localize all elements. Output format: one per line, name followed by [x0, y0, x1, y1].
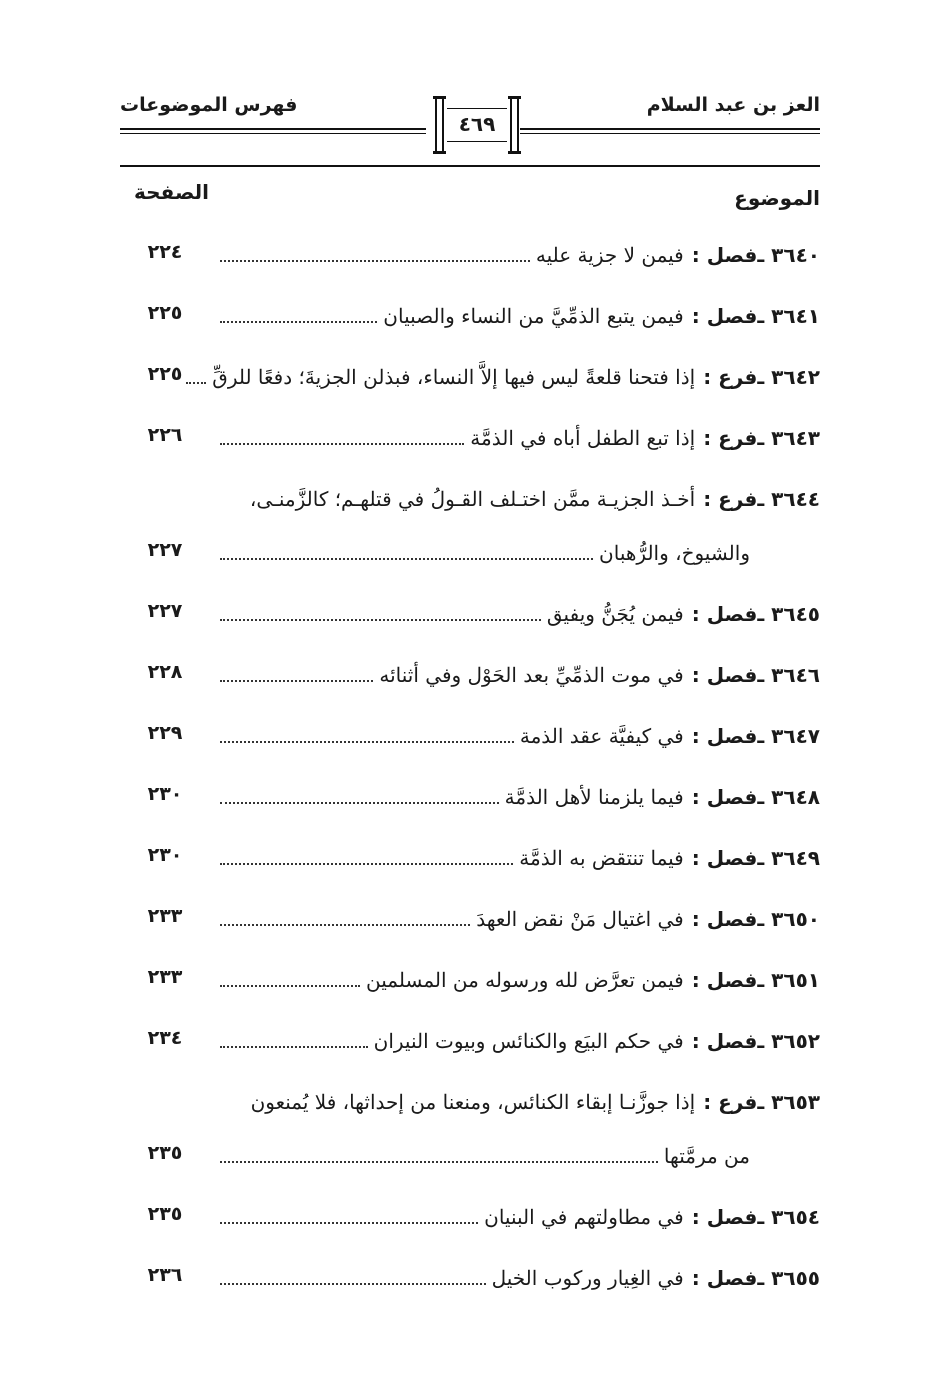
entry-title-continuation: من مرمَّتها [663, 1144, 750, 1168]
entry-page-number: ٢٢٧ [147, 539, 183, 561]
toc-entry [216, 846, 820, 880]
entry-title: فيما تنتقض به الذمَّة [519, 846, 684, 870]
entry-number: ٣٦٤٢ ـ [757, 365, 820, 389]
entry-title: إذا فتحنا قلعةً ليس فيها إلاَّ النساء، فبذلن الجزيةَ؛ دفعًا للرقِّ [212, 365, 696, 389]
entry-page-number: ٢٢٥ [147, 363, 183, 385]
entry-number: ٣٦٥٥ ـ [757, 1266, 820, 1290]
entry-type: فرع : [703, 487, 758, 511]
column-header-subject: الموضوع [734, 186, 820, 210]
entry-number: ٣٦٤٤ ـ [757, 487, 820, 511]
entry-page-number: ٢٣٥ [147, 1203, 183, 1225]
entry-number: ٣٦٥٠ ـ [757, 907, 820, 931]
entry-title: فيمن يُجَنُّ ويفيق [546, 602, 684, 626]
entry-title: فيما يلزمنا لأهل الذمَّة [504, 785, 684, 809]
dot-leader [220, 1210, 478, 1224]
entry-page-number: ٢٣٣ [147, 966, 183, 988]
entry-type: فصل : [691, 243, 758, 267]
dot-leader [220, 309, 377, 323]
dot-leader [220, 851, 513, 865]
dot-leader [220, 546, 593, 560]
entry-type: فصل : [691, 602, 758, 626]
entry-type: فرع : [703, 365, 758, 389]
entry-type: فصل : [691, 1205, 758, 1229]
dot-leader [220, 248, 530, 262]
toc-entry-continuation [216, 1144, 820, 1178]
entry-page-number: ٢٢٤ [147, 241, 183, 263]
entry-number: ٣٦٤٥ ـ [757, 602, 820, 626]
entry-number: ٣٦٤٧ ـ [757, 724, 820, 748]
entry-title: فيمن تعرَّض لله ورسوله من المسلمين [366, 968, 684, 992]
toc-entry [216, 968, 820, 1002]
toc-entry [216, 602, 820, 636]
entry-title: في موت الذمِّيِّ بعد الحَوْل وفي أثنائه [379, 663, 684, 687]
dot-leader [220, 1149, 658, 1163]
entry-number: ٣٦٤٦ ـ [757, 663, 820, 687]
entry-page-number: ٢٣٦ [147, 1264, 183, 1286]
toc-entry [216, 1205, 820, 1239]
entry-title: في مطاولتهم في البنيان [484, 1205, 684, 1229]
ornament-cap [508, 96, 521, 99]
entry-type: فصل : [691, 1266, 758, 1290]
entry-page-number: ٢٢٦ [147, 424, 183, 446]
toc-entry [216, 304, 820, 338]
dot-leader [220, 973, 360, 987]
page-number: ٤٦٩ [458, 112, 496, 136]
entry-type: فصل : [691, 846, 758, 870]
entry-number: ٣٦٥١ ـ [757, 968, 820, 992]
entry-title: في اغتيال مَنْ نقض العهدَ [476, 907, 684, 931]
entry-page-number: ٢٣٠ [147, 844, 183, 866]
entry-type: فصل : [691, 785, 758, 809]
entry-number: ٣٦٤٣ ـ [757, 426, 820, 450]
entry-number: ٣٦٥٢ ـ [757, 1029, 820, 1053]
entry-title: إذا جوزَّنـا إبقاء الكنائس، ومنعنا من إحداثها، فلا يُمنعون [250, 1090, 696, 1114]
entry-page-number: ٢٢٨ [147, 661, 183, 683]
ornament-cap [433, 151, 446, 154]
entry-title: في كيفيَّة عقد الذمة [519, 724, 684, 748]
toc-entry [212, 365, 820, 399]
toc-entry [216, 785, 820, 819]
entry-page-number: ٢٢٧ [147, 600, 183, 622]
entry-title: في الغِيار وركوب الخيل [491, 1266, 684, 1290]
entry-type: فصل : [691, 907, 758, 931]
entry-number: ٣٦٤٩ ـ [757, 846, 820, 870]
entry-page-number: ٢٣٥ [147, 1142, 183, 1164]
entry-type: فصل : [691, 304, 758, 328]
entry-type: فرع : [703, 426, 758, 450]
entry-page-number: ٢٣٤ [147, 1027, 183, 1049]
column-header-page: الصفحة [134, 180, 210, 204]
dot-leader [220, 607, 541, 621]
entry-number: ٣٦٤١ ـ [757, 304, 820, 328]
toc-entry [216, 1090, 820, 1124]
page-number-ornament [435, 98, 519, 152]
dot-leader [220, 1034, 368, 1048]
toc-entry [216, 243, 820, 277]
toc-entry-continuation [216, 541, 820, 575]
dot-leader [220, 790, 499, 804]
entry-title: أخـذ الجزيـة ممَّن اختـلف القـولُ في قتلهـم؛ كالزَّمنـى، [249, 487, 696, 511]
entry-title: فيمن لا جزية عليه [535, 243, 684, 267]
toc-entry [216, 487, 820, 521]
ornament-cap [508, 151, 521, 154]
dot-leader [220, 1271, 486, 1285]
header-divider [120, 165, 820, 167]
author-name: العز بن عبد السلام [646, 94, 820, 116]
running-header [120, 86, 820, 166]
toc-entry [216, 1029, 820, 1063]
ornament-cap [433, 96, 446, 99]
entry-title: في حكم البيَع والكنائس وبيوت النيران [373, 1029, 684, 1053]
entry-page-number: ٢٣٣ [147, 905, 183, 927]
entry-type: فصل : [691, 663, 758, 687]
entry-type: فصل : [691, 1029, 758, 1053]
header-rule-left [120, 128, 426, 130]
entry-number: ٣٦٥٣ ـ [757, 1090, 820, 1114]
entry-title: فيمن يتبع الذمِّيَّ من النساء والصبيان [383, 304, 684, 328]
entry-type: فصل : [691, 968, 758, 992]
entry-title-continuation: والشيوخ، والرُّهبان [599, 541, 750, 565]
entry-title: إذا تبع الطفل أباه في الذمَّة [470, 426, 696, 450]
entry-page-number: ٢٢٥ [147, 302, 183, 324]
section-title: فهرس الموضوعات [120, 94, 298, 116]
entry-number: ٣٦٤٨ ـ [757, 785, 820, 809]
header-rule-right [520, 128, 820, 130]
dot-leader [220, 668, 373, 682]
toc-entry [216, 426, 820, 460]
entry-type: فرع : [703, 1090, 758, 1114]
entry-number: ٣٦٥٤ ـ [757, 1205, 820, 1229]
dot-leader [220, 729, 514, 743]
header-rule-left-thin [120, 133, 426, 134]
dot-leader [220, 431, 464, 445]
toc-entry [216, 663, 820, 697]
toc-entry [216, 907, 820, 941]
entry-number: ٣٦٤٠ ـ [757, 243, 820, 267]
header-rule-right-thin [520, 133, 820, 134]
toc-entry [216, 724, 820, 758]
dot-leader [220, 912, 470, 926]
toc-entry [216, 1266, 820, 1300]
entry-page-number: ٢٣٠ [147, 783, 183, 805]
entry-page-number: ٢٢٩ [147, 722, 183, 744]
entry-type: فصل : [691, 724, 758, 748]
